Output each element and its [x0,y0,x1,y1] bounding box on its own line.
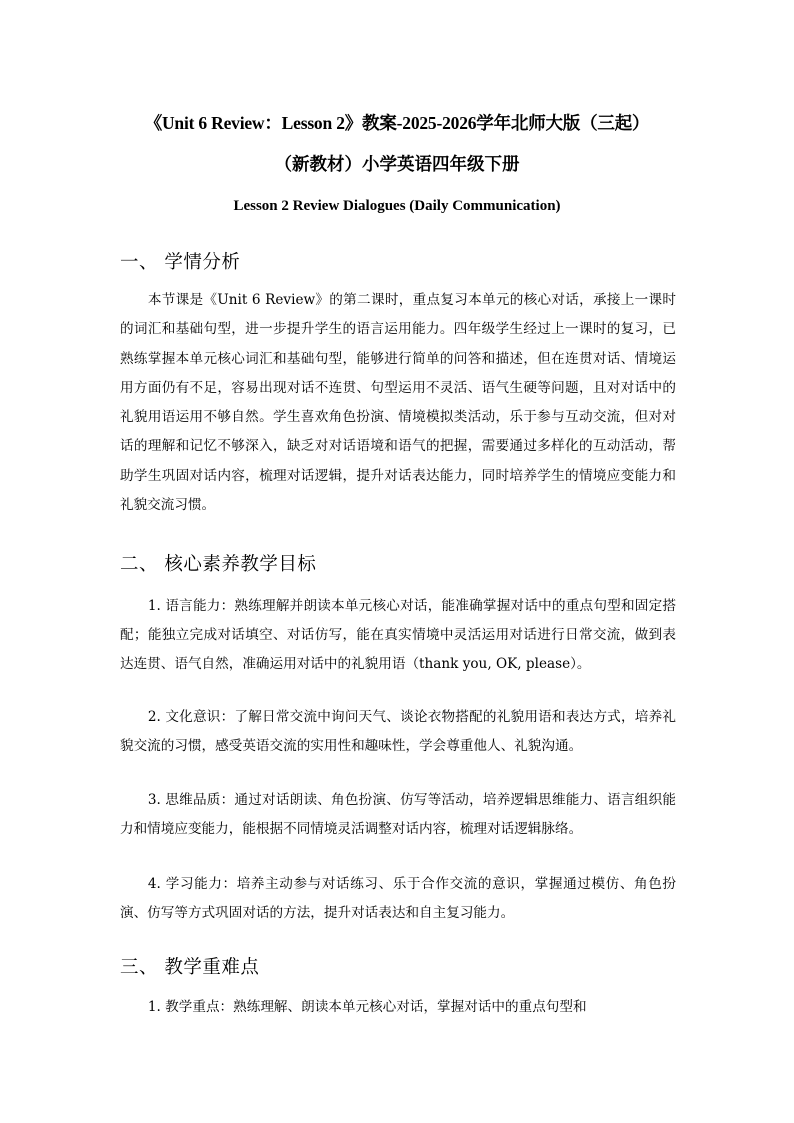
objective-learning-ability: 4. 学习能力：培养主动参与对话练习、乐于合作交流的意识，掌握通过模仿、角色扮演、仿写等方式巩固对话的方法，提升对话表达和自主复习能力。 [120,876,676,921]
section-heading-learner-analysis: 一、 学情分析 [120,252,241,273]
learner-analysis-paragraph: 本节课是《Unit 6 Review》的第二课时，重点复习本单元的核心对话，承接上一课时的词汇和基础句型，进一步提升学生的语言运用能力。四年级学生经过上一课时的复习，已熟练掌握本单元核心词汇和基础句型，能够进行简单的问答和描述，但在连贯对话、情境运用方面仍有不足，容易出现对话不连贯、句型运用不灵活、语气生硬等问题，且对对话中的礼貌用语运用不够自然。学生喜欢角色扮演、情境模拟类活动，乐于参与互动交流，但对对话的理解和记忆不够深入，缺乏对对话语境和语气的把握，需要通过多样化的互动活动，帮助学生巩固对话内容，梳理对话逻辑，提升对话表达能力，同时培养学生的情境应变能力和礼貌交流习惯。 [120,292,676,514]
document-subtitle: Lesson 2 Review Dialogues (Daily Communication) [233,198,561,214]
objective-language-ability: 1. 语言能力：熟练理解并朗读本单元核心对话，能准确掌握对话中的重点句型和固定搭配；能独立完成对话填空、对话仿写，能在真实情境中灵活运用对话进行日常交流，做到表达连贯、语气自然，准确运用对话中的礼貌用语（thank you, OK, please）。 [120,598,676,672]
document-title-line-2: （新教材）小学英语四年级下册 [274,154,520,174]
section-heading-teaching-objectives: 二、 核心素养教学目标 [120,554,317,575]
document-title-line-1: 《Unit 6 Review：Lesson 2》教案-2025-2026学年北师大版（三起） [144,113,650,133]
section-heading-key-difficult-points: 三、 教学重难点 [120,957,260,978]
key-point-paragraph: 1. 教学重点：熟练理解、朗读本单元核心对话，掌握对话中的重点句型和 [147,999,587,1015]
objective-cultural-awareness: 2. 文化意识：了解日常交流中询问天气、谈论衣物搭配的礼貌用语和表达方式，培养礼貌交流的习惯，感受英语交流的实用性和趣味性，学会尊重他人、礼貌沟通。 [120,709,676,754]
objective-thinking-quality: 3. 思维品质：通过对话朗读、角色扮演、仿写等活动，培养逻辑思维能力、语言组织能力和情境应变能力，能根据不同情境灵活调整对话内容，梳理对话逻辑脉络。 [120,792,676,837]
